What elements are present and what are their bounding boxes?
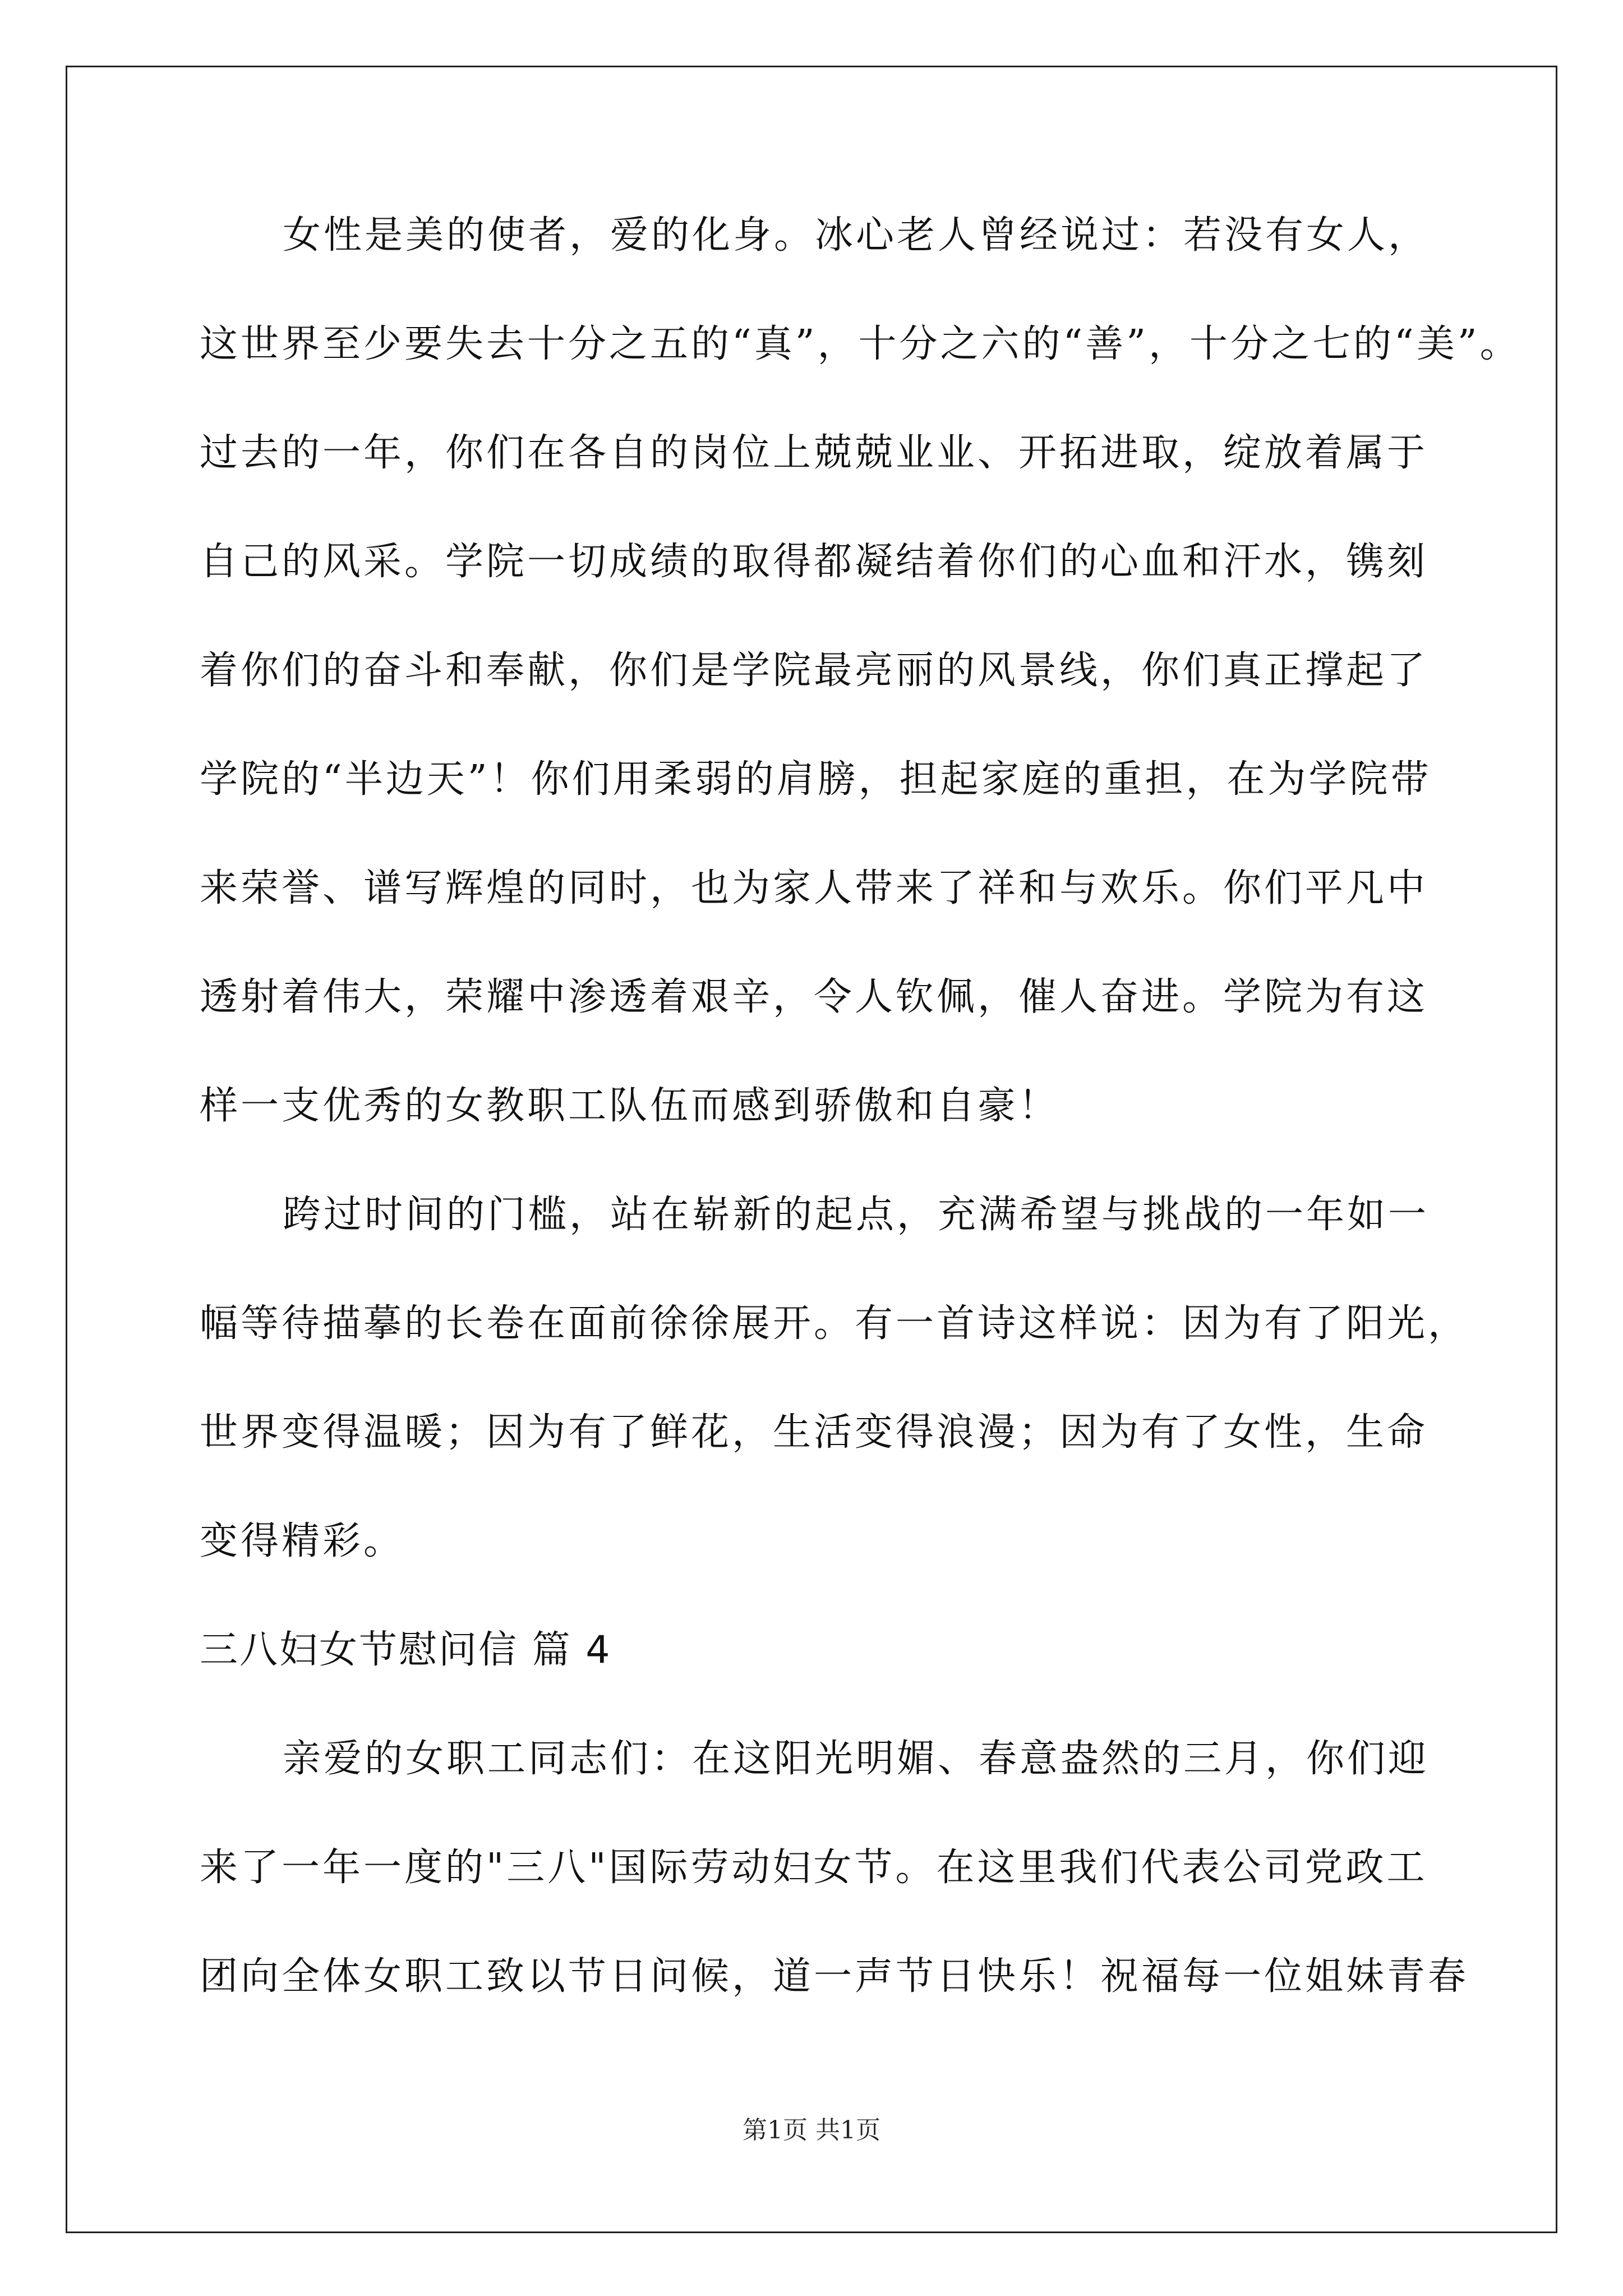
- paragraph-3-line-2: 来了一年一度的"三八"国际劳动妇女节。在这里我们代表公司党政工: [200, 1846, 1428, 1890]
- paragraph-2-line-3: 世界变得温暖；因为有了鲜花，生活变得浪漫；因为有了女性，生命: [200, 1410, 1428, 1455]
- paragraph-1-line-7: 来荣誉、谱写辉煌的同时，也为家人带来了祥和与欢乐。你们平凡中: [200, 866, 1428, 910]
- paragraph-1-line-1: 女性是美的使者，爱的化身。冰心老人曾经说过：若没有女人，: [283, 213, 1430, 257]
- paragraph-1-line-6: 学院的“半边天”！你们用柔弱的肩膀，担起家庭的重担，在为学院带: [200, 757, 1432, 802]
- paragraph-2-line-2: 幅等待描摹的长卷在面前徐徐展开。有一首诗这样说：因为有了阳光，: [200, 1301, 1469, 1346]
- paragraph-3-line-3: 团向全体女职工致以节日问候，道一声节日快乐！祝福每一位姐妹青春: [200, 1954, 1469, 1999]
- paragraph-1-line-5: 着你们的奋斗和奉献，你们是学院最亮丽的风景线，你们真正撑起了: [200, 648, 1428, 693]
- paragraph-3-line-1: 亲爱的女职工同志们：在这阳光明媚、春意盎然的三月，你们迎: [283, 1737, 1430, 1781]
- paragraph-1-line-4: 自己的风采。学院一切成绩的取得都凝结着你们的心血和汗水，镌刻: [200, 540, 1428, 584]
- paragraph-1-line-2: 这世界至少要失去十分之五的“真”，十分之六的“善”，十分之七的“美”。: [200, 322, 1521, 366]
- paragraph-2-line-1: 跨过时间的门槛，站在崭新的起点，充满希望与挑战的一年如一: [283, 1193, 1430, 1237]
- paragraph-2-line-4: 变得精彩。: [200, 1519, 405, 1563]
- paragraph-1-line-3: 过去的一年，你们在各自的岗位上兢兢业业、开拓进取，绽放着属于: [200, 431, 1428, 475]
- section-heading: 三八妇女节慰问信 篇 4: [200, 1628, 612, 1672]
- page-border: [66, 66, 1557, 2233]
- page-footer: 第1页 共1页: [743, 2116, 880, 2145]
- paragraph-1-line-9: 样一支优秀的女教职工队伍而感到骄傲和自豪！: [200, 1084, 1060, 1128]
- paragraph-1-line-8: 透射着伟大，荣耀中渗透着艰辛，令人钦佩，催人奋进。学院为有这: [200, 975, 1428, 1019]
